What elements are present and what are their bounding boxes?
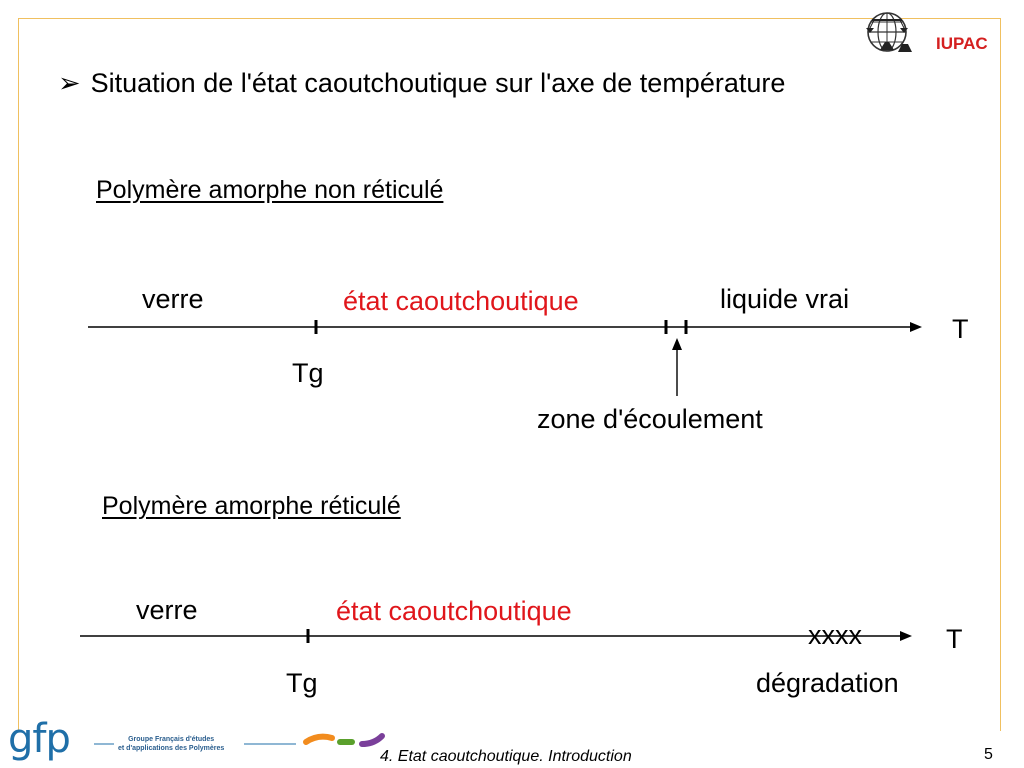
slide-title-text: Situation de l'état caoutchoutique sur l'axe de température [90, 68, 786, 98]
diagram1-rubbery-label: état caoutchoutique [343, 286, 579, 316]
diagram2-axis [80, 629, 912, 643]
gfp-subtitle-line1: Groupe Français d'études [128, 736, 215, 743]
diagram1-liquid-label: liquide vrai [720, 284, 850, 314]
degradation-marks: xxxx [808, 620, 862, 650]
diagram1-tg-label: Tg [292, 358, 324, 388]
diagram2-tg-label: Tg [286, 668, 318, 698]
diagram2-glass-label: verre [136, 595, 198, 625]
diagram2-rubbery-label: état caoutchoutique [336, 596, 572, 626]
diagram1-heading: Polymère amorphe non réticulé [96, 176, 444, 204]
gfp-subtitle-line2: et d'applications des Polymères [118, 745, 225, 752]
diagram2-heading: Polymère amorphe réticulé [102, 492, 401, 520]
flow-zone-label: zone d'écoulement [537, 404, 763, 434]
iupac-logo-text: IUPAC [936, 34, 988, 53]
diagram2-axis-label: T [946, 624, 963, 654]
gfp-logo-text: gfp [8, 716, 70, 762]
degradation-label: dégradation [756, 668, 899, 698]
diagram1-axis [88, 320, 922, 334]
arrow-bullet-icon: ➢ [58, 68, 81, 98]
slide-title [58, 68, 785, 99]
page-number: 5 [984, 746, 993, 763]
flow-zone-arrow [672, 338, 682, 396]
gfp-swoosh-icon [306, 736, 382, 744]
diagram1-glass-label: verre [142, 284, 204, 314]
gfp-logo-subtitle [118, 735, 224, 753]
footer-caption: 4. Etat caoutchoutique. Introduction [380, 748, 632, 765]
iupac-logo-icon [866, 13, 912, 52]
diagram1-axis-label: T [952, 314, 969, 344]
